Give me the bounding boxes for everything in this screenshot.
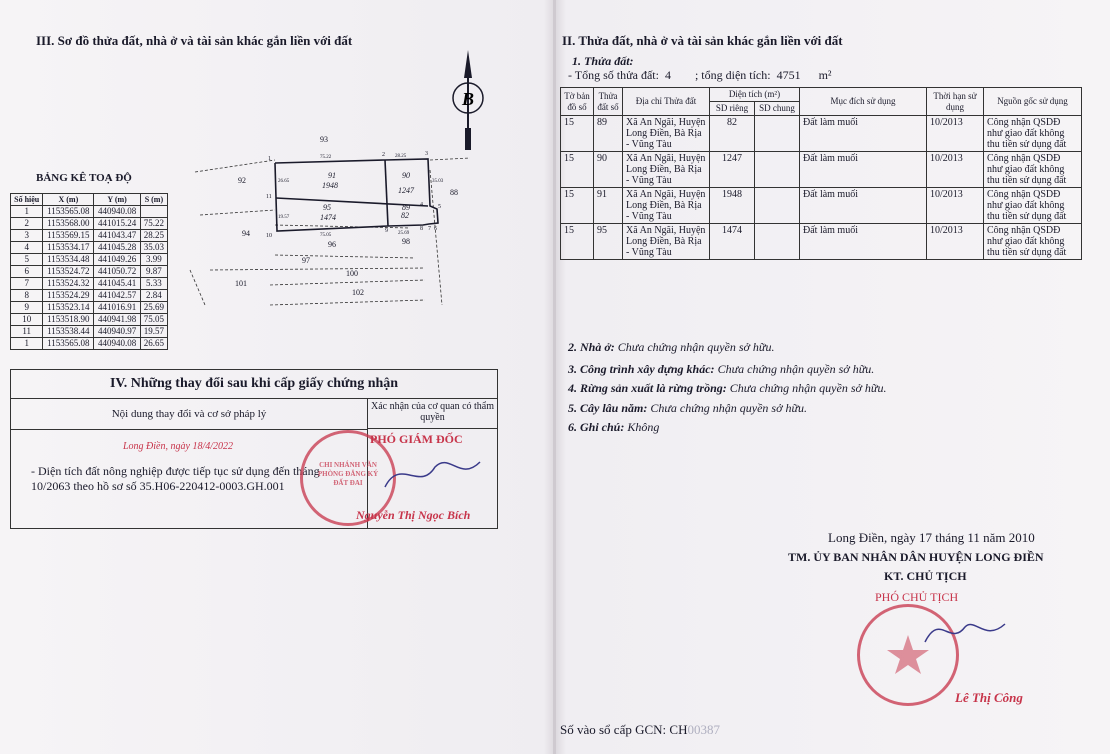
th-sd-rieng: SD riêng bbox=[710, 102, 755, 116]
stamp-role: PHÓ GIÁM ĐỐC bbox=[370, 432, 463, 446]
coord-cell: 441050.72 bbox=[94, 266, 140, 278]
svg-text:82: 82 bbox=[401, 211, 409, 220]
th-thoi-han: Thời hạn sử dụng bbox=[927, 88, 984, 116]
svg-text:101: 101 bbox=[235, 279, 247, 288]
land-cell-chung bbox=[755, 224, 800, 260]
coord-cell: 6 bbox=[11, 266, 43, 278]
land-cell-thua: 95 bbox=[594, 224, 623, 260]
coord-header: Số hiệu bbox=[11, 194, 43, 206]
office-stamp: CHI NHÁNH VĂN PHÒNG ĐĂNG KÝ ĐẤT ĐAI bbox=[300, 430, 396, 526]
svg-text:1474: 1474 bbox=[320, 213, 336, 222]
land-row bbox=[561, 224, 1082, 260]
coord-cell: 1153523.14 bbox=[43, 302, 94, 314]
th-dia-chi: Địa chỉ Thửa đất bbox=[623, 88, 710, 116]
section4-title: IV. Những thay đổi sau khi cấp giấy chứng nhận bbox=[11, 370, 497, 399]
coord-cell: 441045.41 bbox=[94, 278, 140, 290]
coord-row bbox=[11, 254, 168, 266]
coord-row bbox=[11, 230, 168, 242]
coord-cell: 441045.28 bbox=[94, 242, 140, 254]
coord-cell: 441043.47 bbox=[94, 230, 140, 242]
land-cell-muc-dich: Đất làm muối bbox=[800, 224, 927, 260]
land-cell-thua: 90 bbox=[594, 152, 623, 188]
section4-col2-header: Xác nhận của cơ quan có thẩm quyền bbox=[368, 399, 497, 429]
land-cell-thoi-han: 10/2013 bbox=[927, 224, 984, 260]
compass-letter: B bbox=[461, 89, 475, 109]
signer-right: Lê Thị Công bbox=[955, 690, 1023, 705]
svg-text:1948: 1948 bbox=[322, 181, 338, 190]
coord-cell: 1153524.32 bbox=[43, 278, 94, 290]
coord-cell: 9 bbox=[11, 302, 43, 314]
svg-text:95: 95 bbox=[323, 203, 331, 212]
svg-text:2: 2 bbox=[382, 152, 385, 158]
land-cell-to: 15 bbox=[561, 188, 594, 224]
coord-distance: 75.05 bbox=[140, 314, 167, 326]
land-cell-muc-dich: Đất làm muối bbox=[800, 152, 927, 188]
signature-left bbox=[380, 452, 490, 497]
coord-cell: 1153518.90 bbox=[43, 314, 94, 326]
coord-distance: 26.65 bbox=[140, 338, 167, 350]
svg-text:75.05: 75.05 bbox=[320, 233, 332, 238]
coord-cell: 441015.24 bbox=[94, 218, 140, 230]
land-cell-rieng: 1474 bbox=[710, 224, 755, 260]
coord-cell: 441049.26 bbox=[94, 254, 140, 266]
land-cell-rieng: 82 bbox=[710, 116, 755, 152]
land-cell-thua: 89 bbox=[594, 116, 623, 152]
coord-cell: 8 bbox=[11, 290, 43, 302]
coord-row bbox=[11, 290, 168, 302]
coord-row bbox=[11, 206, 168, 218]
authority: TM. ỦY BAN NHÂN DÂN HUYỆN LONG ĐIỀN bbox=[788, 550, 1044, 564]
svg-text:98: 98 bbox=[402, 237, 410, 246]
land-cell-to: 15 bbox=[561, 116, 594, 152]
svg-text:11: 11 bbox=[266, 194, 272, 200]
signer-left: Nguyễn Thị Ngọc Bích bbox=[356, 508, 471, 522]
coord-cell: 1153569.15 bbox=[43, 230, 94, 242]
item6: 6. Ghi chú: Không bbox=[568, 420, 660, 434]
svg-text:1247: 1247 bbox=[398, 186, 414, 195]
section4-content: - Diện tích đất nông nghiệp được tiếp tục sử dụng đến tháng 10/2063 theo hồ sơ số 35.H06-220412-0003.GH.001 bbox=[31, 464, 320, 493]
coord-header: Y (m) bbox=[94, 194, 140, 206]
svg-text:91: 91 bbox=[328, 171, 336, 180]
land-row bbox=[561, 152, 1082, 188]
th-thua: Thửa đất số bbox=[594, 88, 623, 116]
coord-cell: 440941.98 bbox=[94, 314, 140, 326]
land-cell-thua: 91 bbox=[594, 188, 623, 224]
svg-text:25.69: 25.69 bbox=[398, 231, 410, 236]
item5: 5. Cây lâu năm: Chưa chứng nhận quyền sở hữu. bbox=[568, 401, 808, 415]
gcn-line: Số vào sổ cấp GCN: CH00387 bbox=[560, 722, 720, 737]
item3: 3. Công trình xây dựng khác: Chưa chứng nhận quyền sở hữu. bbox=[568, 362, 875, 376]
coord-cell: 1153534.17 bbox=[43, 242, 94, 254]
item4: 4. Rừng sản xuất là rừng trồng: Chưa chứng nhận quyền sở hữu. bbox=[568, 381, 887, 395]
land-cell-muc-dich: Đất làm muối bbox=[800, 188, 927, 224]
coord-cell: 440940.97 bbox=[94, 326, 140, 338]
land-cell-nguon-goc: Công nhận QSDĐ như giao đất không thu tiền sử dụng đất bbox=[984, 152, 1082, 188]
svg-text:28.25: 28.25 bbox=[395, 154, 407, 159]
sub1-title: 1. Thửa đất: bbox=[572, 54, 634, 68]
land-cell-to: 15 bbox=[561, 152, 594, 188]
coord-distance: 9.87 bbox=[140, 266, 167, 278]
land-cell-to: 15 bbox=[561, 224, 594, 260]
land-cell-rieng: 1247 bbox=[710, 152, 755, 188]
svg-text:5: 5 bbox=[438, 204, 441, 210]
land-cell-thoi-han: 10/2013 bbox=[927, 188, 984, 224]
land-cell-dia-chi: Xã An Ngãi, Huyện Long Điền, Bà Rịa - Vũng Tàu bbox=[623, 152, 710, 188]
land-cell-dia-chi: Xã An Ngãi, Huyện Long Điền, Bà Rịa - Vũng Tàu bbox=[623, 188, 710, 224]
coord-cell: 10 bbox=[11, 314, 43, 326]
coord-cell: 1153565.08 bbox=[43, 338, 94, 350]
vice-chair-title: PHÓ CHỦ TỊCH bbox=[875, 590, 959, 604]
land-cell-rieng: 1948 bbox=[710, 188, 755, 224]
section2-title: II. Thửa đất, nhà ở và tài sản khác gắn liền với đất bbox=[562, 33, 843, 48]
svg-text:97: 97 bbox=[302, 256, 310, 265]
coord-distance bbox=[140, 206, 167, 218]
item2: 2. Nhà ở: Chưa chứng nhận quyền sở hữu. bbox=[568, 340, 775, 354]
land-row bbox=[561, 116, 1082, 152]
svg-text:8: 8 bbox=[420, 226, 423, 232]
coord-cell: 1153524.29 bbox=[43, 290, 94, 302]
coord-row bbox=[11, 278, 168, 290]
svg-text:75.22: 75.22 bbox=[320, 155, 332, 160]
svg-text:19.57: 19.57 bbox=[278, 215, 290, 220]
coord-row bbox=[11, 218, 168, 230]
coord-row bbox=[11, 266, 168, 278]
land-cell-nguon-goc: Công nhận QSDĐ như giao đất không thu tiền sử dụng đất bbox=[984, 188, 1082, 224]
coord-cell: 1153538.44 bbox=[43, 326, 94, 338]
coord-cell: 11 bbox=[11, 326, 43, 338]
coord-distance: 3.99 bbox=[140, 254, 167, 266]
coord-cell: 441016.91 bbox=[94, 302, 140, 314]
svg-text:3: 3 bbox=[425, 151, 428, 157]
coord-cell: 3 bbox=[11, 230, 43, 242]
page-fold bbox=[553, 0, 556, 754]
total-line: - Tổng số thửa đất: 4 ; tổng diện tích: 4751 m² bbox=[568, 68, 832, 82]
signature-right bbox=[920, 612, 1010, 652]
svg-text:96: 96 bbox=[328, 240, 336, 249]
svg-text:93: 93 bbox=[320, 135, 328, 144]
coord-distance: 5.33 bbox=[140, 278, 167, 290]
land-row bbox=[561, 188, 1082, 224]
coord-cell: 1 bbox=[11, 206, 43, 218]
svg-text:4: 4 bbox=[420, 202, 423, 208]
svg-text:6: 6 bbox=[434, 226, 437, 232]
land-cell-thoi-han: 10/2013 bbox=[927, 152, 984, 188]
land-cell-nguon-goc: Công nhận QSDĐ như giao đất không thu tiền sử dụng đất bbox=[984, 116, 1082, 152]
section3-title: III. Sơ đồ thửa đất, nhà ở và tài sản khác gắn liền với đất bbox=[36, 33, 353, 48]
coord-distance: 2.84 bbox=[140, 290, 167, 302]
coord-distance: 19.57 bbox=[140, 326, 167, 338]
land-cell-nguon-goc: Công nhận QSDĐ như giao đất không thu tiền sử dụng đất bbox=[984, 224, 1082, 260]
coord-cell: 440940.08 bbox=[94, 338, 140, 350]
land-cell-chung bbox=[755, 188, 800, 224]
coord-cell: 1 bbox=[11, 338, 43, 350]
coord-cell: 1153568.00 bbox=[43, 218, 94, 230]
land-table bbox=[560, 87, 1082, 260]
coord-table-title: BẢNG KÊ TOẠ ĐỘ bbox=[36, 172, 132, 184]
parcel-map bbox=[180, 130, 480, 310]
coord-cell: 7 bbox=[11, 278, 43, 290]
land-cell-dia-chi: Xã An Ngãi, Huyện Long Điền, Bà Rịa - Vũng Tàu bbox=[623, 224, 710, 260]
section4-col1-header: Nội dung thay đổi và cơ sở pháp lý bbox=[11, 399, 367, 430]
land-cell-muc-dich: Đất làm muối bbox=[800, 116, 927, 152]
svg-text:35.03: 35.03 bbox=[432, 179, 444, 184]
coord-cell: 5 bbox=[11, 254, 43, 266]
coord-cell: 441042.57 bbox=[94, 290, 140, 302]
svg-text:100: 100 bbox=[346, 269, 358, 278]
svg-text:92: 92 bbox=[238, 176, 246, 185]
coord-header: X (m) bbox=[43, 194, 94, 206]
svg-text:94: 94 bbox=[242, 229, 250, 238]
svg-text:9: 9 bbox=[385, 228, 388, 234]
svg-text:90: 90 bbox=[402, 171, 410, 180]
coord-distance: 28.25 bbox=[140, 230, 167, 242]
coord-row bbox=[11, 338, 168, 350]
svg-text:10: 10 bbox=[266, 233, 272, 239]
coord-cell: 1153534.48 bbox=[43, 254, 94, 266]
land-cell-chung bbox=[755, 152, 800, 188]
th-nguon-goc: Nguồn gốc sử dụng bbox=[984, 88, 1082, 116]
coord-distance: 75.22 bbox=[140, 218, 167, 230]
land-cell-thoi-han: 10/2013 bbox=[927, 116, 984, 152]
th-dien-tich: Diện tích (m²) bbox=[710, 88, 800, 102]
th-sd-chung: SD chung bbox=[755, 102, 800, 116]
coord-header: S (m) bbox=[140, 194, 167, 206]
land-cell-dia-chi: Xã An Ngãi, Huyện Long Điền, Bà Rịa - Vũng Tàu bbox=[623, 116, 710, 152]
section4-box bbox=[10, 369, 498, 529]
land-cell-chung bbox=[755, 116, 800, 152]
svg-text:1: 1 bbox=[268, 156, 271, 162]
chair-title: KT. CHỦ TỊCH bbox=[884, 569, 967, 583]
coord-row bbox=[11, 242, 168, 254]
coord-row bbox=[11, 302, 168, 314]
coord-cell: 2 bbox=[11, 218, 43, 230]
issue-date: Long Điền, ngày 17 tháng 11 năm 2010 bbox=[828, 530, 1035, 545]
svg-text:26.65: 26.65 bbox=[278, 179, 290, 184]
coord-cell: 1153524.72 bbox=[43, 266, 94, 278]
coord-cell: 4 bbox=[11, 242, 43, 254]
coord-cell: 1153565.08 bbox=[43, 206, 94, 218]
th-muc-dich: Mục đích sử dụng bbox=[800, 88, 927, 116]
coord-row bbox=[11, 314, 168, 326]
coord-distance: 35.03 bbox=[140, 242, 167, 254]
svg-text:88: 88 bbox=[450, 188, 458, 197]
coordinate-table bbox=[10, 193, 168, 350]
coord-cell: 440940.08 bbox=[94, 206, 140, 218]
coord-row bbox=[11, 326, 168, 338]
th-to-ban-do: Tờ bản đồ số bbox=[561, 88, 594, 116]
coord-distance: 25.69 bbox=[140, 302, 167, 314]
svg-text:89: 89 bbox=[402, 203, 410, 212]
svg-text:7: 7 bbox=[428, 226, 431, 232]
svg-text:102: 102 bbox=[352, 288, 364, 297]
handwritten-date: Long Điền, ngày 18/4/2022 bbox=[123, 441, 233, 452]
